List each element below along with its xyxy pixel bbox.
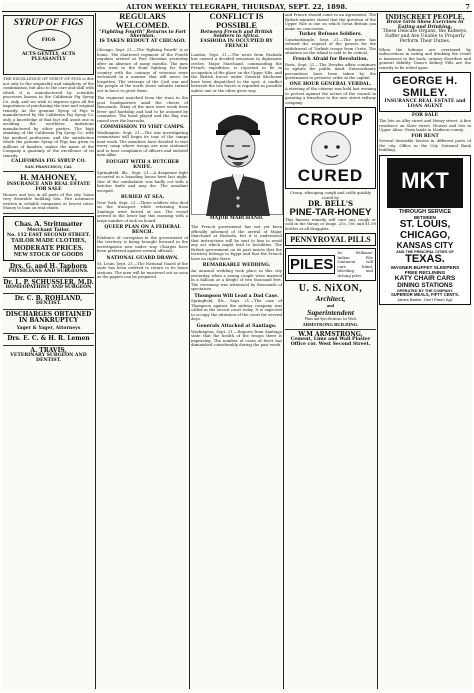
conflict-sub1: Between French and British Soldiers in Africa. [200, 29, 273, 40]
rohland-name: Dr. C. B. ROHLAND, [14, 294, 83, 302]
smiley-sale: FOR SALE [411, 113, 439, 119]
figs-oval [27, 29, 71, 51]
armstrong-name: W.M ARMSTRONG, [298, 330, 363, 338]
verdal-head: ONE HOUR GENERAL VERDAL. [289, 81, 372, 87]
nixon-name: U. S. NiXON, [298, 283, 363, 295]
commission-body: Washington, Sept. 21.—The war investigating commission will begin its tour of the camps next week. The members have decided to visit every camp where troops are now stationed and to hear complaints of officers and enlisted men alike. [97, 129, 188, 158]
turkey-body: Constantinople, Sept. 21.—The porte has refused the request of the powers for the withdrawal of Turkish troops from Crete. The situation on the island is said to be critical. [285, 36, 376, 56]
divider [285, 329, 376, 330]
baby-portrait-icon [311, 131, 351, 165]
santiago-head: Generals Attacked at Santiago. [196, 323, 277, 329]
strittmatter-addr: No. 112 EAST SECOND STREET. [6, 232, 91, 238]
smiley-name: GEORGE H. SMILEY. [392, 75, 458, 100]
nixon-ad [285, 283, 376, 327]
mkt-line-11: DINING STATIONS [397, 281, 453, 289]
divider [3, 309, 94, 310]
revolution-head: French Afraid for Revolution. [292, 56, 369, 62]
thompson-head: Thompson Will Lead a Dad Case. [194, 293, 279, 299]
figs-body: THE EXCELLENCE OF SYRUP OF FIGS is due not only to the originality and simplicity of the combination, but also to the care and skill with which it is manufactured by scientific processes known to the California Fig Syrup Co. only, and we wish to impress upon all the importance of purchasing the true and original remedy. As the genuine Syrup of Figs is manufactured by the California Fig Syrup Co. only, a knowledge of that fact will assist one in avoiding the worthless imitations manufactured by other parties. The high standing of the California Fig Syrup Co. with the medical profession, and the satisfaction which the genuine Syrup of Figs has given to millions of families, makes the name of the Company a guaranty of the excellence of its remedy. [3, 76, 94, 158]
mkt-line-3: ST. LOUIS, [399, 219, 451, 231]
nixon-architect: Architect, [315, 294, 346, 304]
croup-body: Croup, whooping cough and colds quickly cured by [290, 190, 371, 200]
buried-at-sea-body: New York, Sept. 21.—Three soldiers who died on the transport while returning from Santiago were buried at sea. The vessel arrived in the lower bay this morning with a large number of sick on board. [97, 199, 188, 223]
schussler-sub: HOMEOPATHIST AND SURGEON [5, 285, 92, 291]
taphorn-sub: PHYSICIANS AND SURGEONS. [8, 269, 89, 275]
armstrong-addr: Office cor. West Second Street. [290, 341, 371, 347]
smiley-body-2: Several desirable houses in different parts of the city. Office in the City National Bank building. [379, 138, 471, 153]
conflict-body-1: London, Sept. 21.—The news from Fashoda has caused a decided sensation in diplomatic circles. Major Marchand, commanding the French expedition, is reported to be in occupation of the place on the Upper Nile, and the British forces under General Kitchener have been dispatched to the spot. A conflict between the two forces is regarded as possible unless one or the other gives way. [191, 51, 282, 93]
croup-word: CROUP [297, 110, 364, 130]
federal-bench-head: QUEER PLAN ON A FEDERAL BENCH. [104, 225, 181, 236]
marchand-caption: MAJOR MARCHAND. [209, 216, 264, 222]
buried-at-sea-head: BURIED AT SEA. [120, 195, 165, 200]
commission-head: COMMISSION TO VISIT CAMPS. [100, 125, 185, 131]
mkt-line-12: OPERATED BY THE COMPANY. [396, 289, 454, 294]
turkey-head: Turkey Refuses Soldiers. [298, 32, 363, 37]
wedding-head: REMARKABLE WEDDING. [202, 263, 271, 269]
pennyroyal-ad: PENNYROYAL PILLS [285, 233, 376, 246]
mahoney-name: H. MAHONEY, [20, 173, 77, 183]
santiago-body: Washington, Sept. 21.—Reports from Santiago state that the health of the troops there is improving. The number of cases of fever has diminished considerably during the past week. [191, 328, 282, 348]
indiscreet-body: When the kidneys are overtaxed by indiscretions in eating and drinking the result is lameness in the back, urinary disorders and general debility. Doan's Kidney Pills are the remedy to be relied upon. [379, 46, 471, 70]
mkt-line-6: AND THE PRINCIPAL CITIES OF [396, 250, 454, 255]
butcher-knife-head: FOUGHT WITH A BUTCHER KNIFE. [105, 159, 179, 170]
regulars-headline: REGULARS WELCOMED. [115, 13, 170, 30]
nixon-and: and [326, 303, 335, 309]
col4-body-1: and France should come to an agreement. The British minister stated that the question of the Upper Nile is one on which Great Britain can make no concession. [285, 13, 376, 31]
nixon-addr: ARMSTRONG BUILDING. [302, 321, 359, 327]
lemen-name: Drs. E. C. & H. R. Lemen [7, 335, 90, 343]
column-5 [378, 13, 472, 689]
column-2 [96, 13, 189, 689]
regulars-sub1: "Fighting Fourth" Returns to Fort Sheridan. [99, 29, 186, 40]
divider [3, 293, 94, 294]
national-guard-head: NATIONAL GUARD DRAWN. [106, 255, 179, 261]
masthead-title: ALTON WEEKLY TELEGRAPH, THURSDAY, SEPT. 22, 1898. [126, 3, 348, 11]
regulars-body-2: The regiment marched from the train to the post headquarters amid the cheers of thousands. Many of the men were weak from fever and hardship and had to be assisted by comrades. The band played and the flag was raised over the barracks. [97, 95, 188, 123]
piles-body: Dr. Williams' Indian Pile Ointment will cure blind, bleeding and itching piles. [337, 250, 373, 278]
conflict-body-2: The French government has not yet been officially informed of the arrival of Major Marchand at Fashoda, but it is understood that instructions will be sent to him to avoid any act which might lead to hostilities. The British government on its part insists that the territory belongs to Egypt and that the French have no rights there. [191, 224, 282, 261]
divider [3, 171, 94, 172]
piles-word: PILES [290, 256, 334, 274]
baby-face-icon [312, 132, 352, 166]
mahoney-sale: FOR SALE [35, 186, 62, 192]
mkt-line-14: James Barker, Gen'l Pass'r Agt. [397, 296, 453, 302]
yager-name: Yager & Yager, Attorneys [16, 325, 81, 331]
mahoney-body: Houses and lots in all parts of the city. Some very desirable building lots. Fire insurance written in reliable companies at lowest rates. Money to loan on real estate. [3, 191, 94, 211]
nixon-body: Plans and Specifications for Work [304, 317, 357, 322]
mkt-line-5: KANSAS CITY [396, 240, 454, 251]
cured-word: CURED [297, 166, 364, 186]
mkt-logo-icon [387, 158, 463, 208]
mkt-line-4: CHICAGO, [400, 229, 450, 241]
discharges-heading: DISCHARGES OBTAINED IN BANKRUPTCY [5, 311, 92, 325]
figs-city: SAN FRANCISCO, Cal. [24, 163, 73, 169]
armstrong-sub: Cement, Lime and Wall Plaster [290, 337, 371, 343]
bell-body: This famous remedy will cure any cough or cold in the throat or lungs. 25c, 50c and $1.00 bottles at all druggists. [285, 216, 376, 231]
conflict-sub2: FASHODA IN OCCUPIED BY FRENCH [200, 39, 273, 50]
smiley-rent: FOR RENT [411, 133, 439, 139]
strittmatter-l1: TAILOR MADE CLOTHES, [10, 237, 87, 244]
smiley-body: The lots on Alby street and Henry street. A fine residence on State street. Houses and lots in Upper Alton. Farm lands in Madison county. [379, 118, 471, 133]
column-1 [2, 13, 95, 689]
figs-company: CALIFORNIA FIG SYRUP CO. [11, 159, 86, 164]
newspaper-page [2, 2, 472, 691]
mkt-line-13: SUPERIOR MEALS, FIFTY CENTS. [390, 292, 460, 298]
marchand-portrait [191, 95, 283, 215]
travis-name: A. TRAVIS, [30, 346, 67, 354]
indiscreet-headline: INDISCREET PEOPLE, [385, 13, 465, 21]
regulars-sub2: IS TAKEN REDOUT AT CHICAGO. [99, 39, 186, 45]
regulars-body-1: Chicago, Sept. 21.—The "fighting Fourth" is at home. The shattered regiment of the Fourth regulars arrived at Fort Sheridan yesterday after an absence of many months. The men who went to the front fighting for their country with the courage of veterans were welcomed in a manner that will never be forgotten. The veterans of the Civil war and the people of the north shore suburbs turned out in force to greet them. [97, 47, 188, 93]
piles-ad [285, 248, 376, 281]
taphorn-name: Drs. G. and H. Taphorn [9, 262, 88, 270]
column-3 [190, 13, 283, 689]
smiley-ad [379, 72, 471, 112]
strittmatter-l3: NEW STOCK OF GOODS [13, 251, 84, 258]
strittmatter-name: Chas. A. Strittmatter [14, 218, 83, 228]
mkt-logo-text: MKT [401, 167, 449, 193]
strittmatter-l2: MODERATE PRICES. [13, 243, 84, 252]
mahoney-line: INSURANCE AND REAL ESTATE [6, 182, 91, 188]
masthead [2, 2, 472, 12]
figs-oval-label: FIGS [41, 37, 56, 43]
mkt-line-2: BETWEEN [414, 214, 436, 220]
column-4 [284, 13, 377, 689]
verdal-body: A meeting of the citizens was held last evening to protest against the action of the council in granting a franchise to the new street railway company. [285, 86, 376, 105]
federal-bench-body: Evidence of corruption in the government of the territory is being brought forward in the investigation now under way. Charges have been preferred against several officials. [97, 234, 188, 254]
travis-sub: VETERINARY SURGEON AND DENTIST. [10, 353, 87, 363]
marchand-engraving-icon [192, 96, 283, 216]
indiscreet-sub: Brave Girls Show Exercises in Eating and Drinking. [386, 19, 464, 30]
divider [3, 345, 94, 346]
divider [3, 333, 94, 334]
national-guard-body: St. Louis, Sept. 21.—The National Guard of the state has been ordered to return to its home stations. The men will be mustered out as soon as the papers can be prepared. [97, 260, 188, 280]
strittmatter-ad [3, 216, 94, 261]
figs-title: SYRUP OF FIGS [13, 18, 84, 28]
mkt-line-8: WAGNER BUFFET SLEEPERS [390, 265, 460, 271]
butcher-knife-body: Springfield, Ills., Sept. 21.—A desperate fight occurred in a boarding house here last night. One of the combatants was badly cut with a butcher knife and may die. The assailant escaped. [97, 169, 188, 193]
mkt-line-1: THROUGH SERVICE [398, 208, 452, 215]
schussler-name: Dr. L. P. SCHUSSLER, M.D. [3, 278, 94, 286]
mkt-line-9: FREE RECLINING [404, 270, 446, 276]
smiley-sub: INSURANCE REAL ESTATE and LOAN AGENT [384, 99, 466, 110]
conflict-headline: CONFLICT IS POSSIBLE [209, 13, 264, 30]
revolution-body: Paris, Sept. 21.—The Dreyfus affair continues to agitate the public mind. Extraordinary precautions have been taken by the government to preserve order in the capital. [285, 61, 376, 81]
strittmatter-role: Merchant Tailor. [27, 227, 70, 233]
thompson-body: Springfield, Ills., Sept. 21.—The case of Thompson against the railway company was called in the circuit court today. It is expected to occupy the attention of the court for several days. [191, 298, 282, 322]
bell-product: PINE-TAR-HONEY [289, 206, 372, 218]
nixon-superintendent: Superintendent [307, 308, 354, 318]
bell-name: DR. BELL'S [307, 199, 354, 209]
wedding-body: An unusual wedding took place in this city yesterday when a young couple were married in a balloon at a height of two thousand feet. The ceremony was witnessed by thousands of spectators. [191, 268, 282, 291]
divider [3, 213, 94, 214]
mkt-railway-ad [379, 155, 471, 305]
indiscreet-deck: These Delicate Organs, the Kidneys, Suffer and Are Unable to Properly Perform Their Duties. [382, 29, 468, 45]
mkt-line-10: KATY CHAIR CARS [394, 274, 456, 282]
divider [3, 277, 94, 278]
syrup-of-figs-ad [3, 15, 94, 75]
croup-ad [285, 107, 376, 189]
figs-caption: ACTS GENTLY, ACTS PLEASANTLY [21, 52, 76, 62]
rohland-sub: DENTIST. [36, 301, 61, 307]
page-number: 7 [465, 3, 470, 11]
mkt-line-7: TEXAS. [405, 253, 445, 266]
